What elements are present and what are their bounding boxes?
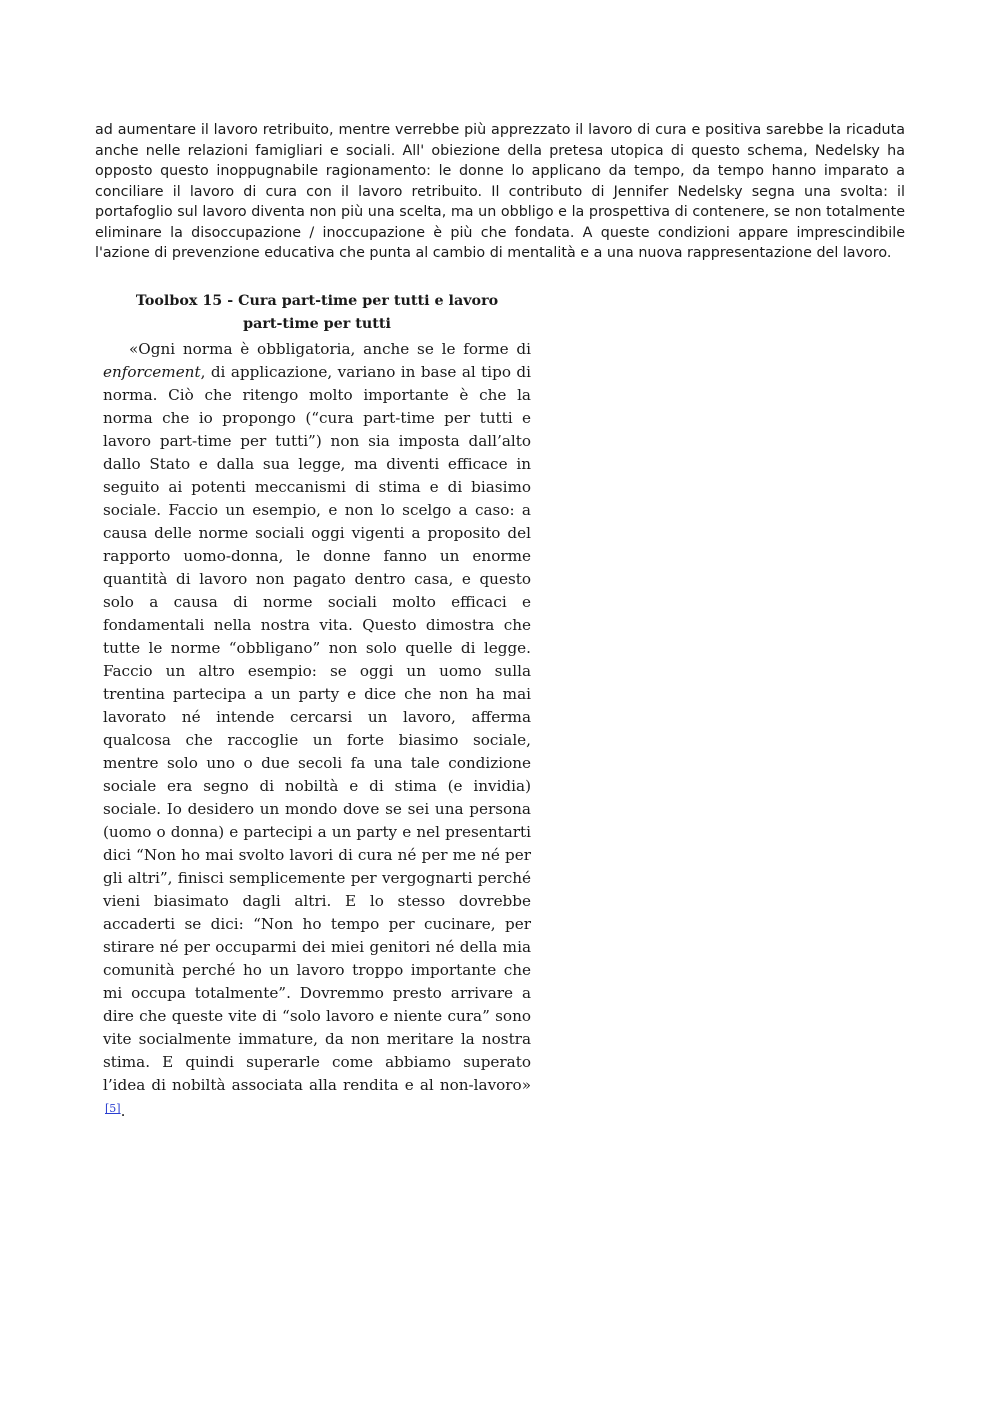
toolbox-quote [103, 338, 531, 1123]
toolbox-title: Toolbox 15 - Cura part-time per tutti e lavoro part-time per tutti [135, 293, 499, 332]
footnote-link[interactable]: [5] [105, 1102, 121, 1115]
quote-italic-term: enforcement [103, 363, 201, 381]
quote-text-start: «Ogni norma è obbligatoria, anche se le forme di [129, 340, 531, 358]
intro-paragraph: ad aumentare il lavoro retribuito, mentre verrebbe più apprezzato il lavoro di cura e positiva sarebbe la ricaduta anche nelle relazioni famigliari e sociali. All' obiezione della pretesa utopica di questo schema, Nedelsky ha opposto questo inoppugnabile ragionamento: le donne lo applicano da tempo, da tempo hanno imparato a conciliare il lavoro di cura con il lavoro retribuito. Il contributo di Jennifer Nedelsky segna una svolta: il portafoglio sul lavoro diventa non più una scelta, ma un obbligo e la prospettiva di contenere, se non totalmente eliminare la disoccupazione / inoccupazione è più che fondata. A queste condizioni appare imprescindibile l'azione di prevenzione educativa che punta al cambio di mentalità e a una nuova rappresentazione del lavoro. [95, 122, 905, 261]
toolbox-box [103, 290, 531, 1123]
quote-text-end: . [120, 1102, 126, 1120]
quote-text-rest: , di applicazione, variano in base al tipo di norma. Ciò che ritengo molto importante è che la norma che io propongo (“cura part-time per tutti e lavoro part-time per tutti”) non sia imposta dall’alto dallo Stato e dalla sua legge, ma diventi efficace in seguito ai potenti meccanismi di stima e di biasimo sociale. Faccio un esempio, e non lo scelgo a caso: a causa delle norme sociali oggi vigenti a proposito del rapporto uomo-donna, le donne fanno un enorme quantità di lavoro non pagato dentro casa, e questo solo a causa di norme sociali molto efficaci e fondamentali nella nostra vita. Questo dimostra che tutte le norme “obbligano” non solo quelle di legge. Faccio un altro esempio: se oggi un uomo sulla trentina partecipa a un party e dice che non ha mai lavorato né intende cercarsi un lavoro, afferma qualcosa che raccoglie un forte biasimo sociale, mentre solo uno o due secoli fa una tale condizione sociale era segno di nobiltà e di stima (e invidia) sociale. Io desidero un mondo dove se sei una persona (uomo o donna) e partecipi a un party e nel presentarti dici “Non ho mai svolto lavori di cura né per me né per gli altri”, finisci semplicemente per vergognarti perché vieni biasimato dagli altri. E lo stesso dovrebbe accaderti se dici: “Non ho tempo per cucinare, per stirare né per occuparmi dei miei genitori né della mia comunità perché ho un lavoro troppo importante che mi occupa totalmente”. Dovremmo presto arrivare a dire che queste vite di “solo lavoro e niente cura” sono vite socialmente immature, da non meritare la nostra stima. E quindi superarle come abbiamo superato l’idea di nobiltà associata alla rendita e al non-lavoro» [103, 363, 531, 1094]
